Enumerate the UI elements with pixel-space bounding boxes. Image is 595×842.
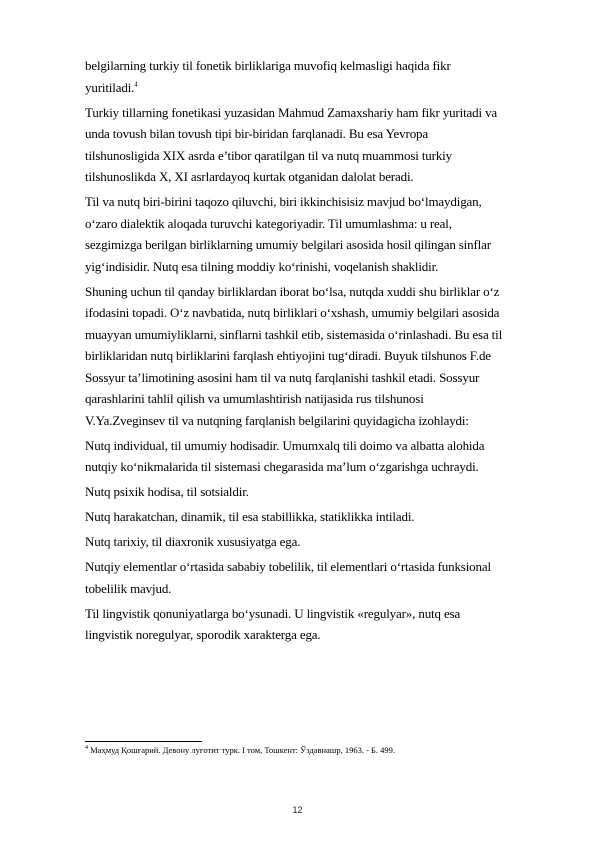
paragraph-8 (85, 531, 551, 553)
text-line: muayyan umumiyliklarni, sinflarni tashkil etib, sistemasida o‘rinlashadi. Bu esa til (85, 326, 503, 342)
text-line: tilshunosligida XIX asrda e’tibor qaratilgan til va nutq muammosi turkiy (85, 147, 452, 163)
paragraph-7 (85, 506, 551, 528)
footnote-text: Маҳмуд Қошғарий. Девону луғотит турк. I том, Тошкент: Ўздавнашр, 1963. - Б. 499. (90, 745, 396, 755)
text-line: birliklaridan nutq birliklarini farqlash ehtiyojini tug‘diradi. Buyuk tilshunos F.de (85, 348, 491, 363)
text-line: V.Ya.Zveginsev til va nutqning farqlanish belgilarini quyidagicha izohlaydi: (85, 412, 469, 428)
text-line: Nutq psixik hodisa, til sotsialdir. (85, 484, 249, 499)
page-number: 12 (292, 805, 303, 815)
paragraph-9 (85, 556, 551, 599)
text-line: Nutqiy elementlar o‘rtasida sababiy tobelilik, til elementlari o‘rtasida funksional (85, 559, 491, 574)
footnote-reference: 4 (134, 80, 138, 89)
text-line: belgilarning turkiy til fonetik birliklariga muvofiq kelmasligi haqida fikr (85, 58, 451, 73)
paragraph-1 (85, 55, 551, 98)
text-line: Nutq tarixiy, til diaxronik xususiyatga ega. (85, 534, 301, 549)
text-line-content: yuritiladi. (85, 79, 135, 95)
text-line: Til va nutq biri-birini taqozo qiluvchi, biri ikkinchisisiz mavjud bo‘lmaydigan, (85, 194, 482, 209)
text-line: ifodasini topadi. O‘z navbatida, nutq birliklari o‘xshash, umumiy belgilari asosida (85, 305, 500, 320)
text-line: tilshunoslikda X, XI asrlardayoq kurtak otganidan dalolat beradi. (85, 169, 414, 184)
text-line: Til lingvistik qonuniyatlarga bo‘ysunadi. U lingvistik «regulyar», nutq esa (85, 605, 461, 621)
main-text (85, 55, 551, 649)
text-line: qarashlarini tahlil qilish va umumlashtirish natijasida rus tilshunosi (85, 391, 424, 406)
text-line: Turkiy tillarning fonetikasi yuzasidan Mahmud Zamaxshariy ham fikr yuritadi va (85, 104, 498, 120)
paragraph-6 (85, 481, 551, 503)
text-line: yig‘indisidir. Nutq esa tilning moddiy ko‘rinishi, voqelanish shaklidir. (85, 258, 439, 274)
text-line: o‘zaro dialektik aloqada turuvchi kategoriyadir. Til umumlashma: u real, (85, 215, 452, 231)
footnote-separator (85, 741, 202, 742)
paragraph-4 (85, 281, 551, 432)
text-line (85, 77, 551, 99)
text-line: lingvistik noregulyar, sporodik xarakterga ega. (85, 627, 321, 642)
text-line: Nutq harakatchan, dinamik, til esa stabillikka, statiklikka intiladi. (85, 509, 415, 524)
text-line: tobelilik mavjud. (85, 580, 172, 596)
text-line: unda tovush bilan tovush tipi bir-biridan farqlanadi. Bu esa Yevropa (85, 126, 429, 141)
paragraph-3 (85, 191, 551, 277)
text-line: Nutq individual, til umumiy hodisadir. Umumxalq tili doimo va albatta alohida (85, 437, 485, 453)
footnote-number: 4 (85, 745, 88, 752)
text-line: Sossyur ta’limotining asosini ham til va nutq farqlanishi tashkil etadi. Sossyur (85, 369, 480, 385)
text-line: sezgimizga berilgan birliklarning umumiy belgilari asosida hosil qilingan sinflar (85, 237, 491, 252)
text-line: nutqiy ko‘nikmalarida til sistemasi chegarasida ma’lum o‘zgarishga uchraydi. (85, 459, 479, 474)
paragraph-10 (85, 603, 551, 646)
paragraph-5 (85, 435, 551, 478)
paragraph-2 (85, 102, 551, 188)
text-line: Shuning uchun til qanday birliklardan iborat bo‘lsa, nutqda xuddi shu birliklar o‘z (85, 283, 500, 299)
footnote (85, 744, 395, 756)
